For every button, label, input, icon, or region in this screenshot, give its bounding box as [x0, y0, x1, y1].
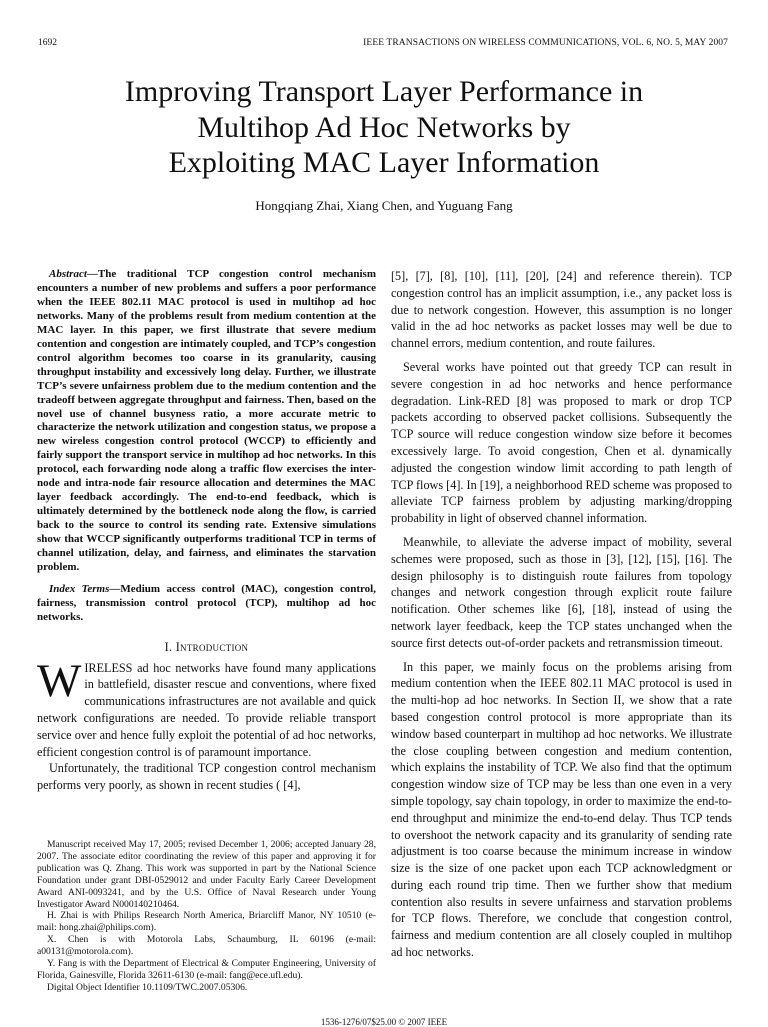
footnote-zhai: H. Zhai is with Philips Research North America, Briarcliff Manor, NY 10510 (e-mail: hong.zhai@philips.com).	[37, 910, 376, 934]
footnote-fang: Y. Fang is with the Department of Electrical & Computer Engineering, University of Florida, Gainesville, Florida 32611-6130 (e-mail: fang@ece.ufl.edu).	[37, 958, 376, 981]
footnote-manuscript: Manuscript received May 17, 2005; revised December 1, 2006; accepted January 28, 2007. The associate editor coordinating the review of this paper and approving it for publication was Q. Zhang. This work was supported in part by the National Science Foundation under grant DBI-0529012 and under Faculty Early Career Development Award ANI-0093241, and by the U.S. Office of Naval Research under Young Investigator Award N000140210464.	[37, 839, 376, 910]
intro-p1-text: ad hoc networks have found many applications in battlefield, disaster rescue and conventions, where fixed communications infrastructures are not available and quick network configurations are needed. To provide reliable transport service over and hence fully exploit the potential of ad hoc networks, efficient congestion control is of paramount importance.	[37, 660, 376, 759]
abstract-label: Abstract—	[49, 268, 98, 280]
index-terms-text: Medium access control (MAC), congestion control, fairness, transmission control protocol (TCP), multihop ad hoc networks.	[37, 582, 376, 623]
page-number: 1692	[38, 38, 57, 48]
right-paragraph-4: In this paper, we mainly focus on the problems arising from medium contention when the IEEE 802.11 MAC protocol is used in the multi-hop ad hoc networks. In Section II, we show that a rate based congestion control protocol is more appropriate than its window based counterpart in multihop ad hoc networks. We illustrate the close coupling between congestion and medium contention, which explains the instability of TCP. We also find that the optimum congestion window size of TCP may be less than one even in a very simple topology, say chain topology, in order to maximize the end-to-end throughput and minimize the end-to-end delay. Thus TCP tends to overshoot the network capacity and its granularity of sending rate adjustment is too coarse because the minimum increase in window size is the size of one packet upon each TCP acknowledgment or during each round trip time. Then we further show that medium contention also results in severe unfairness and starvation problems for TCP flows. Therefore, we conclude that congestion control, fairness and medium contention are all closely coupled in multihop ad hoc networks.	[391, 659, 732, 960]
left-column	[37, 268, 376, 794]
drop-cap: W	[37, 654, 82, 707]
footnotes	[37, 839, 376, 994]
section-title: Introduction	[175, 639, 249, 654]
intro-paragraph-1	[37, 654, 376, 761]
index-terms-label: Index Terms—	[49, 582, 121, 595]
right-column	[391, 268, 732, 968]
authors: Hongqiang Zhai, Xiang Chen, and Yuguang Fang	[255, 198, 513, 213]
abstract	[37, 268, 376, 575]
paper-title	[0, 74, 768, 181]
footnote-chen: X. Chen is with Motorola Labs, Schaumburg, IL 60196 (e-mail: a00131@motorola.com).	[37, 934, 376, 958]
index-terms	[37, 583, 376, 625]
section-heading-introduction	[37, 639, 376, 656]
title-line-1: Improving Transport Layer Performance in	[124, 75, 644, 108]
title-line-3: Exploiting MAC Layer Information	[168, 146, 600, 179]
right-paragraph-2: Several works have pointed out that greedy TCP can result in severe congestion in ad hoc networks and hence performance degradation. Link-RED [8] was proposed to mark or drop TCP packets according to observed packet collisions. Subsequently the TCP source will reduce congestion window size before it becomes excessively large. To avoid congestion, Chen et al. dynamically adjusted the congestion window limit according to path length of TCP flows [4]. In [19], a neighborhood RED scheme was proposed to alleviate TCP fairness problem by adjusting marking/dropping probability in light of observed channel information.	[391, 359, 732, 526]
journal-name: IEEE TRANSACTIONS ON WIRELESS COMMUNICATIONS, VOL. 6, NO. 5, MAY 2007	[363, 38, 728, 48]
right-paragraph-1: [5], [7], [8], [10], [11], [20], [24] and reference therein). TCP congestion control has an implicit assumption, i.e., any packet loss is due to network congestion. However, this assumption is no longer valid in the ad hoc networks as packet losses may well be due to channel errors, medium contention, and route failures.	[391, 269, 732, 351]
footnote-doi: Digital Object Identifier 10.1109/TWC.2007.05306.	[47, 981, 248, 993]
abstract-text: The traditional TCP congestion control mechanism encounters a number of new problems and suffers a poor performance when the IEEE 802.11 MAC protocol is used in multihop ad hoc networks. Many of the problems result from medium contention at the MAC layer. In this paper, we first illustrate that severe medium contention and congestion are intimately coupled, and TCP’s congestion control algorithm becomes too coarse in its granularity, causing throughput instability and excessively long delay. Further, we illustrate TCP’s severe unfairness problem due to the medium contention and the tradeoff between aggregate throughput and fairness. Then, based on the novel use of channel busyness ratio, a more accurate metric to characterize the network utilization and congestion status, we propose a new wireless congestion control protocol (WCCP) to efficiently and fairly support the transport service in multihop ad hoc networks. In this protocol, each forwarding node along a traffic flow exercises the inter-node and intra-node fair resource allocation and determines the MAC layer feedback accordingly. The end-to-end feedback, which is ultimately determined by the bottleneck node along the flow, is carried back to the source to control its sending rate. Extensive simulations show that WCCP significantly outperforms traditional TCP in terms of channel utilization, delay, and fairness, and eliminates the starvation problem.	[37, 268, 376, 574]
copyright-footer: 1536-1276/07$25.00 © 2007 IEEE	[320, 1017, 448, 1027]
section-numeral: I.	[164, 639, 173, 654]
lead-caps: IRELESS	[84, 660, 133, 675]
title-line-2: Multihop Ad Hoc Networks by	[197, 110, 571, 144]
intro-paragraph-2: Unfortunately, the traditional TCP congestion control mechanism performs very poorly, as shown in recent studies ( [4],	[37, 761, 376, 793]
right-paragraph-3: Meanwhile, to alleviate the adverse impact of mobility, several schemes were proposed, such as those in [3], [12], [15], [16]. The design philosophy is to distinguish route failures from topology changes and network congestion through explicit route failure notification. Other schemes like [6], [18], instead of using the network layer feedback, keep the TCP states unchanged when the source first detects out-of-order packets and retransmission timeout.	[391, 534, 732, 650]
